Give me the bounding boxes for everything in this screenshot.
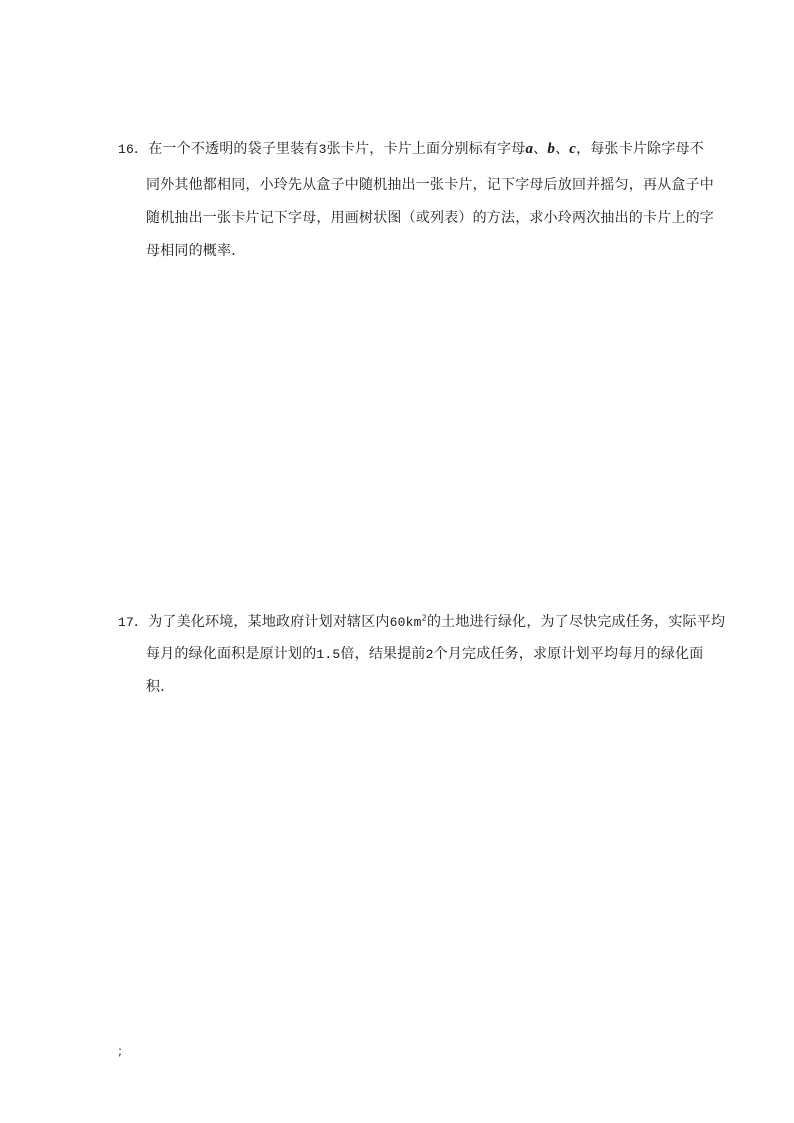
- question-16-line-3: 随机抽出一张卡片记下字母，用画树状图（或列表）的方法，求小玲两次抽出的卡片上的字: [146, 210, 714, 226]
- question-16-line-1: 16．在一个不透明的袋子里装有3张卡片，卡片上面分别标有字母a、b、c，每张卡片除字母不: [118, 141, 704, 157]
- question-16-number: 16: [118, 142, 135, 157]
- months-value: 2: [425, 647, 434, 662]
- area-value: 60: [389, 615, 406, 630]
- question-16-text: ，每张卡片除字母不: [576, 141, 704, 157]
- question-17-number: 17: [118, 615, 135, 630]
- question-16-card-count: 3: [318, 142, 327, 157]
- area-unit: km: [405, 615, 422, 630]
- area-unit-exponent: 2: [421, 613, 427, 623]
- question-17-text: 倍，结果提前: [340, 646, 426, 662]
- question-16-text: 在一个不透明的袋子里装有: [148, 141, 319, 157]
- question-16-line-4: 母相同的概率．: [146, 243, 246, 259]
- separator: 、: [555, 141, 570, 157]
- question-17-line-2: [146, 645, 703, 664]
- letter-c: c: [569, 141, 577, 157]
- letter-b: b: [547, 141, 556, 157]
- question-17-line-3: 积．: [146, 679, 175, 695]
- footer-mark: ;: [118, 1044, 123, 1058]
- ratio-value: 1.5: [316, 647, 341, 662]
- question-16-line-2: 同外其他都相同，小玲先从盒子中随机抽出一张卡片，记下字母后放回并摇匀，再从盒子中: [146, 177, 714, 193]
- question-17-text: 的土地进行绿化，为了尽快完成任务，实际平均: [426, 614, 726, 630]
- separator: 、: [533, 141, 548, 157]
- question-16-text: 张卡片，卡片上面分别标有字母: [326, 141, 526, 157]
- question-17-text: 个月完成任务，求原计划平均每月的绿化面: [433, 646, 704, 662]
- question-17-line-1: 17．为了美化环境，某地政府计划对辖区内$60km^2$的土地进行绿化，为了尽快完成任务，实际平均: [118, 613, 726, 630]
- letter-a: a: [525, 141, 534, 157]
- question-17-text: 为了美化环境，某地政府计划对辖区内: [148, 614, 390, 630]
- question-17-text: 每月的绿化面积是原计划的: [146, 646, 317, 662]
